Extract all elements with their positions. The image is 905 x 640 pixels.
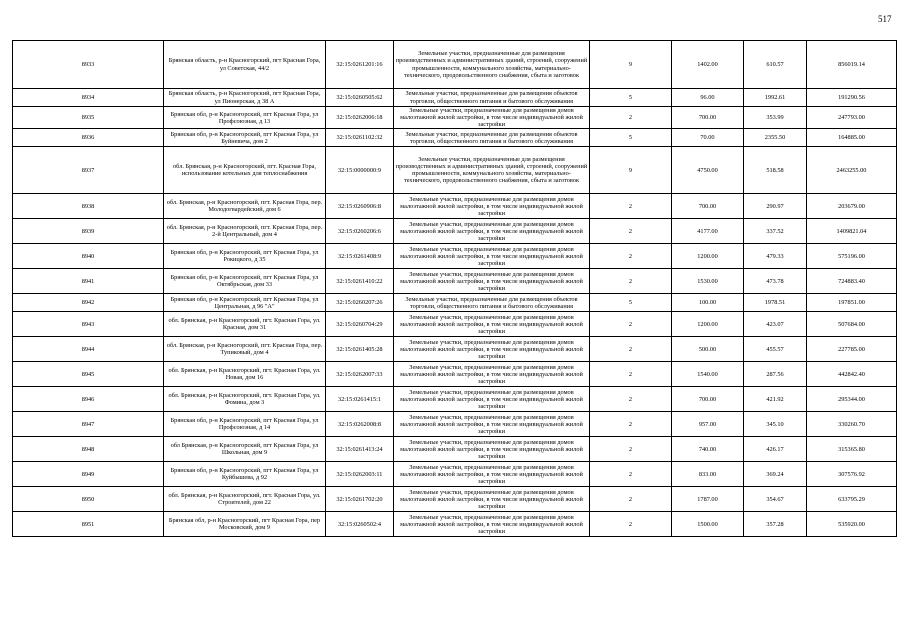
row-land-use-purpose: Земельные участки, предназначенные для размещения домов малоэтажной жилой застройки, в том числе индивидуальной жилой застройки	[394, 269, 590, 294]
row-address: обл. Брянская, р-н Красногорский, пгт. Красная Гора, ул. Новая, дом 16	[164, 362, 326, 387]
row-cadastral-value: 507684.00	[807, 312, 897, 337]
row-area: 700.00	[672, 194, 744, 219]
row-cadastral-value: 203679.00	[807, 194, 897, 219]
table-row	[13, 41, 897, 89]
row-land-use-purpose: Земельные участки, предназначенные для размещения домов малоэтажной жилой застройки, в том числе индивидуальной жилой застройки	[394, 219, 590, 244]
row-id: 8948	[13, 437, 164, 462]
table-row	[13, 512, 897, 537]
row-cadastral-value: 442842.40	[807, 362, 897, 387]
row-specific-value: 423.07	[744, 312, 807, 337]
row-id: 8949	[13, 462, 164, 487]
cadastral-value-table	[12, 40, 897, 537]
row-address: обл. Брянская, р-н Красногорский, пгт. Красная Гора, пер. Тупиковый, дом 4	[164, 337, 326, 362]
row-cadastral-value: 295344.00	[807, 387, 897, 412]
row-land-use-purpose: Земельные участки, предназначенные для размещения домов малоэтажной жилой застройки, в том числе индивидуальной жилой застройки	[394, 437, 590, 462]
row-use-group: 2	[590, 362, 672, 387]
row-area: 4177.00	[672, 219, 744, 244]
row-cadastral-number: 32:15:0260502:4	[326, 512, 394, 537]
table-row	[13, 89, 897, 107]
table-row	[13, 244, 897, 269]
row-area: 1402.00	[672, 41, 744, 89]
row-specific-value: 455.57	[744, 337, 807, 362]
row-cadastral-number: 32:15:0260206:6	[326, 219, 394, 244]
row-cadastral-value: 575196.00	[807, 244, 897, 269]
row-cadastral-value: 191290.56	[807, 89, 897, 107]
row-area: 4750.00	[672, 147, 744, 194]
row-address: обл. Брянская, р-н Красногорский, пгт. Красная Гора, ул. Красная, дом 31	[164, 312, 326, 337]
row-area: 1200.00	[672, 244, 744, 269]
table-row	[13, 312, 897, 337]
row-cadastral-number: 32:15:0261201:16	[326, 41, 394, 89]
table-row	[13, 294, 897, 312]
table-row	[13, 412, 897, 437]
row-use-group: 2	[590, 219, 672, 244]
row-use-group: 2	[590, 387, 672, 412]
row-use-group: 2	[590, 107, 672, 129]
table-row	[13, 269, 897, 294]
row-specific-value: 357.28	[744, 512, 807, 537]
row-specific-value: 287.56	[744, 362, 807, 387]
row-cadastral-value: 307576.92	[807, 462, 897, 487]
row-cadastral-number: 32:15:0262008:8	[326, 412, 394, 437]
row-address: Брянская обл, р-н Красногорский, пгт Красная Гора, ул Рокицкого, д 35	[164, 244, 326, 269]
row-cadastral-value: 2463255.00	[807, 147, 897, 194]
row-id: 8947	[13, 412, 164, 437]
row-area: 500.00	[672, 337, 744, 362]
row-cadastral-number: 32:15:0261408:9	[326, 244, 394, 269]
row-cadastral-number: 32:15:0262007:33	[326, 362, 394, 387]
row-cadastral-value: 315365.80	[807, 437, 897, 462]
row-cadastral-number: 32:15:0260207:26	[326, 294, 394, 312]
table-row	[13, 462, 897, 487]
row-cadastral-value: 724883.40	[807, 269, 897, 294]
row-specific-value: 353.99	[744, 107, 807, 129]
row-id: 8950	[13, 487, 164, 512]
row-cadastral-number: 32:15:0260704:29	[326, 312, 394, 337]
row-area: 1530.00	[672, 269, 744, 294]
row-use-group: 5	[590, 89, 672, 107]
row-cadastral-value: 1409821.04	[807, 219, 897, 244]
row-address: обл. Брянская, р-н Красногорский, пгт. Красная Гора, ул. Строителей, дом 22	[164, 487, 326, 512]
row-cadastral-number: 32:15:0261405:28	[326, 337, 394, 362]
row-use-group: 2	[590, 437, 672, 462]
row-use-group: 2	[590, 337, 672, 362]
row-use-group: 2	[590, 487, 672, 512]
row-specific-value: 354.67	[744, 487, 807, 512]
row-specific-value: 610.57	[744, 41, 807, 89]
row-land-use-purpose: Земельные участки, предназначенные для размещения домов малоэтажной жилой застройки, в том числе индивидуальной жилой застройки	[394, 337, 590, 362]
row-specific-value: 1992.61	[744, 89, 807, 107]
row-id: 8938	[13, 194, 164, 219]
row-land-use-purpose: Земельные участки, предназначенные для размещения домов малоэтажной жилой застройки, в том числе индивидуальной жилой застройки	[394, 194, 590, 219]
row-id: 8942	[13, 294, 164, 312]
row-id: 8933	[13, 41, 164, 89]
row-cadastral-value: 330260.70	[807, 412, 897, 437]
row-use-group: 2	[590, 512, 672, 537]
row-id: 8936	[13, 129, 164, 147]
row-specific-value: 337.52	[744, 219, 807, 244]
row-cadastral-value: 247793.00	[807, 107, 897, 129]
row-cadastral-value: 535920.00	[807, 512, 897, 537]
row-land-use-purpose: Земельные участки, предназначенные для размещения домов малоэтажной жилой застройки, в том числе индивидуальной жилой застройки	[394, 462, 590, 487]
row-cadastral-number: 32:15:0262003:11	[326, 462, 394, 487]
page-number: 517	[878, 14, 892, 24]
row-land-use-purpose: Земельные участки, предназначенные для размещения объектов торговли, общественного питания и бытового обслуживания	[394, 89, 590, 107]
row-id: 8934	[13, 89, 164, 107]
row-area: 1500.00	[672, 512, 744, 537]
row-area: 1540.00	[672, 362, 744, 387]
row-land-use-purpose: Земельные участки, предназначенные для размещения объектов торговли, общественного питания и бытового обслуживания	[394, 294, 590, 312]
row-area: 700.00	[672, 107, 744, 129]
row-specific-value: 421.92	[744, 387, 807, 412]
table-body	[13, 41, 897, 537]
row-specific-value: 290.97	[744, 194, 807, 219]
row-land-use-purpose: Земельные участки, предназначенные для размещения домов малоэтажной жилой застройки, в том числе индивидуальной жилой застройки	[394, 362, 590, 387]
row-cadastral-number: 32:15:0261410:22	[326, 269, 394, 294]
row-specific-value: 1978.51	[744, 294, 807, 312]
row-cadastral-number: 32:15:0262006:18	[326, 107, 394, 129]
row-land-use-purpose: Земельные участки, предназначенные для размещения объектов торговли, общественного питания и бытового обслуживания	[394, 129, 590, 147]
row-id: 8935	[13, 107, 164, 129]
row-use-group: 2	[590, 412, 672, 437]
row-use-group: 2	[590, 312, 672, 337]
row-address: Брянская обл, р-н Красногорский, пгт Красная Гора, пер Московский, дом 9	[164, 512, 326, 537]
row-id: 8951	[13, 512, 164, 537]
row-land-use-purpose: Земельные участки, предназначенные для размещения домов малоэтажной жилой застройки, в том числе индивидуальной жилой застройки	[394, 244, 590, 269]
row-cadastral-number: 32:15:0261413:24	[326, 437, 394, 462]
row-specific-value: 518.58	[744, 147, 807, 194]
row-area: 70.00	[672, 129, 744, 147]
row-use-group: 5	[590, 129, 672, 147]
row-use-group: 9	[590, 147, 672, 194]
row-land-use-purpose: Земельные участки, предназначенные для размещения производственных и административных зданий, строений, сооружений промышленности, коммунального хозяйства, материально-технического, продовольственного снабжения, сбыта и заготовок	[394, 147, 590, 194]
row-cadastral-number: 32:15:0260505:62	[326, 89, 394, 107]
row-land-use-purpose: Земельные участки, предназначенные для размещения домов малоэтажной жилой застройки, в том числе индивидуальной жилой застройки	[394, 487, 590, 512]
row-id: 8937	[13, 147, 164, 194]
row-use-group: 2	[590, 269, 672, 294]
row-cadastral-number: 32:15:0260906:8	[326, 194, 394, 219]
row-area: 1200.00	[672, 312, 744, 337]
table-row	[13, 147, 897, 194]
row-id: 8944	[13, 337, 164, 362]
row-area: 1787.00	[672, 487, 744, 512]
row-cadastral-value: 164885.00	[807, 129, 897, 147]
row-address: Брянская обл, р-н Красногорский, пгт Красная Гора, ул Профсоюзная, д 14	[164, 412, 326, 437]
row-specific-value: 473.78	[744, 269, 807, 294]
table-row	[13, 129, 897, 147]
row-address: Брянская область, р-н Красногорский, пгт Красная Гора, ул Пионерская, д 38 А	[164, 89, 326, 107]
row-area: 957.00	[672, 412, 744, 437]
row-address: Брянская обл, р-н Красногорский, пгт Красная Гора, ул Куйбышева, д 92	[164, 462, 326, 487]
row-area: 833.00	[672, 462, 744, 487]
row-id: 8943	[13, 312, 164, 337]
row-cadastral-number: 32:15:0261702:20	[326, 487, 394, 512]
row-land-use-purpose: Земельные участки, предназначенные для размещения домов малоэтажной жилой застройки, в том числе индивидуальной жилой застройки	[394, 107, 590, 129]
row-address: Брянская обл, р-н Красногорский, пгт Красная Гора, ул Октябрьская, дом 33	[164, 269, 326, 294]
row-address: Брянская обл, р-н Красногорский, пгт Красная Гора, ул Буйневича, дом 2	[164, 129, 326, 147]
row-cadastral-value: 227785.00	[807, 337, 897, 362]
table-row	[13, 107, 897, 129]
row-address: Брянская область, р-н Красногорский, пгт Красная Гора, ул Советская, 44/2	[164, 41, 326, 89]
row-cadastral-number: 32:15:0000000:9	[326, 147, 394, 194]
row-specific-value: 345.10	[744, 412, 807, 437]
row-id: 8940	[13, 244, 164, 269]
table-row	[13, 194, 897, 219]
row-land-use-purpose: Земельные участки, предназначенные для размещения домов малоэтажной жилой застройки, в том числе индивидуальной жилой застройки	[394, 512, 590, 537]
table-row	[13, 387, 897, 412]
row-specific-value: 369.24	[744, 462, 807, 487]
row-area: 700.00	[672, 387, 744, 412]
row-address: Брянская обл, р-н Красногорский, пгт Красная Гора, ул Центральная, д 96 "А"	[164, 294, 326, 312]
row-id: 8941	[13, 269, 164, 294]
row-use-group: 5	[590, 294, 672, 312]
row-id: 8939	[13, 219, 164, 244]
row-address: обл. Брянская, р-н Красногорский, пгт. Красная Гора, ул. Фомина, дом 3	[164, 387, 326, 412]
row-address: обл. Брянская, р-н Красногорский, пгт. Красная Гора, пер. Молодогвардейский, дом 6	[164, 194, 326, 219]
row-use-group: 2	[590, 244, 672, 269]
row-address: обл. Брянская, р-н Красногорский, пгт. Красная Гора, пер. 2-й Центральный, дом 4	[164, 219, 326, 244]
row-use-group: 2	[590, 462, 672, 487]
row-id: 8945	[13, 362, 164, 387]
row-cadastral-value: 197851.00	[807, 294, 897, 312]
row-land-use-purpose: Земельные участки, предназначенные для размещения производственных и административных зданий, строений, сооружений промышленности, коммунального хозяйства, материально-технического, продовольственного снабжения, сбыта и заготовок	[394, 41, 590, 89]
row-area: 96.00	[672, 89, 744, 107]
row-area: 100.00	[672, 294, 744, 312]
table-row	[13, 487, 897, 512]
table-row	[13, 219, 897, 244]
row-cadastral-value: 856019.14	[807, 41, 897, 89]
row-specific-value: 2355.50	[744, 129, 807, 147]
row-use-group: 2	[590, 194, 672, 219]
table-row	[13, 437, 897, 462]
table-row	[13, 362, 897, 387]
table-row	[13, 337, 897, 362]
row-address: Брянская обл, р-н Красногорский, пгт Красная Гора, ул Профсоюзная, д 13	[164, 107, 326, 129]
row-land-use-purpose: Земельные участки, предназначенные для размещения домов малоэтажной жилой застройки, в том числе индивидуальной жилой застройки	[394, 312, 590, 337]
row-use-group: 9	[590, 41, 672, 89]
row-cadastral-number: 32:15:0261415:1	[326, 387, 394, 412]
row-cadastral-value: 633795.29	[807, 487, 897, 512]
row-land-use-purpose: Земельные участки, предназначенные для размещения домов малоэтажной жилой застройки, в том числе индивидуальной жилой застройки	[394, 387, 590, 412]
row-specific-value: 426.17	[744, 437, 807, 462]
row-id: 8946	[13, 387, 164, 412]
row-address: обл. Брянская, р-н Красногорский, пгт. Красная Гора, использование котельных для теплоснабжения	[164, 147, 326, 194]
row-cadastral-number: 32:15:0261102:32	[326, 129, 394, 147]
row-land-use-purpose: Земельные участки, предназначенные для размещения домов малоэтажной жилой застройки, в том числе индивидуальной жилой застройки	[394, 412, 590, 437]
row-address: обл Брянская, р-н Красногорский, пгт Красная Гора, ул Школьная, дом 9	[164, 437, 326, 462]
row-specific-value: 479.33	[744, 244, 807, 269]
row-area: 740.00	[672, 437, 744, 462]
